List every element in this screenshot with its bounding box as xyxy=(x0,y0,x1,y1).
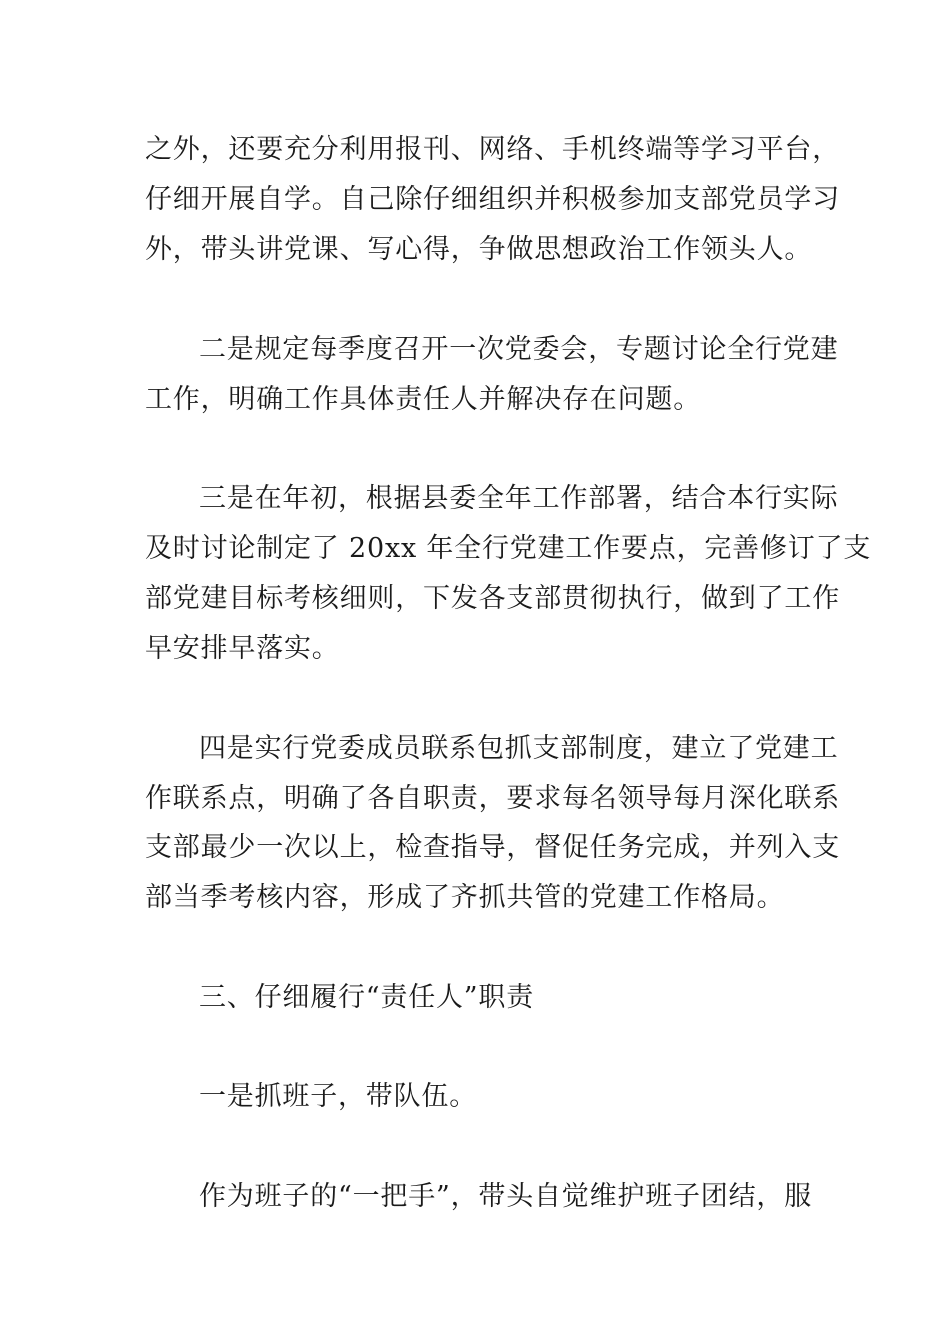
text-line: 作联系点，明确了各自职责，要求每名领导每月深化联系 xyxy=(145,783,840,814)
text-line: 仔细开展自学。自己除仔细组织并积极参加支部党员学习 xyxy=(145,184,840,215)
text-line: 部当季考核内容，形成了齐抓共管的党建工作格局。 xyxy=(145,882,785,913)
text-line: 早安排早落实。 xyxy=(145,633,340,664)
paragraph-start-line: 四是实行党委成员联系包抓支部制度，建立了党建工 xyxy=(199,733,839,764)
paragraph-start-line: 二是规定每季度召开一次党委会，专题讨论全行党建 xyxy=(199,334,839,365)
paragraph-start-line: 作为班子的“一把手”，带头自觉维护班子团结，服 xyxy=(199,1181,813,1212)
paragraph-start-line: 三是在年初，根据县委全年工作部署，结合本行实际 xyxy=(199,483,839,514)
text-line: 工作，明确工作具体责任人并解决存在问题。 xyxy=(145,384,701,415)
paragraph-start-line: 一是抓班子，带队伍。 xyxy=(199,1081,477,1112)
text-line: 外，带头讲党课、写心得，争做思想政治工作领头人。 xyxy=(145,234,813,265)
text-line: 部党建目标考核细则，下发各支部贯彻执行，做到了工作 xyxy=(145,583,840,614)
text-line: 之外，还要充分利用报刊、网络、手机终端等学习平台， xyxy=(145,134,840,165)
text-line: 支部最少一次以上，检查指导，督促任务完成，并列入支 xyxy=(145,832,840,863)
text-line: 及时讨论制定了 20xx 年全行党建工作要点，完善修订了支 xyxy=(145,533,872,564)
section-heading: 三、仔细履行“责任人”职责 xyxy=(199,982,535,1013)
